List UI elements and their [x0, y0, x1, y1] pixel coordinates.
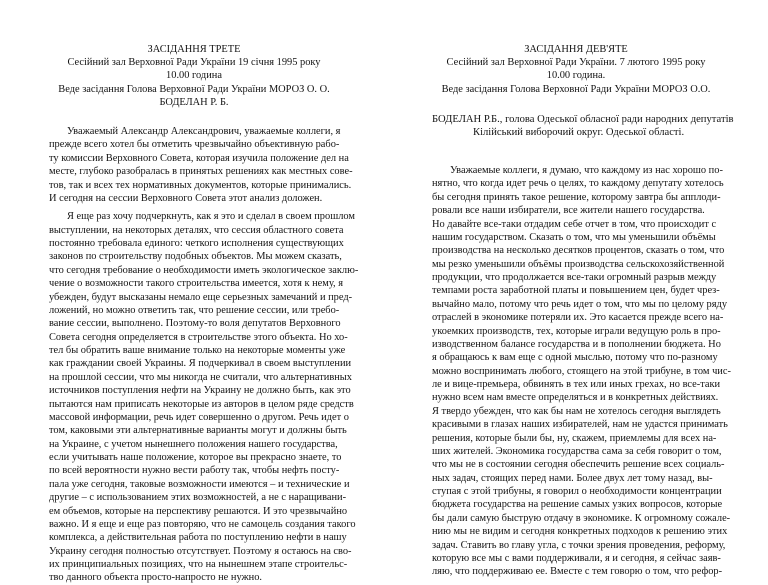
text-line: чение о возможности такого строительства имеется, хотя к нему, я	[49, 278, 343, 290]
text-line: если учитывать наше положение, которое вы прекрасно знаете, то	[49, 452, 342, 463]
text-line: по всей вероятности нужно вести работу так, чтобы нефть посту-	[49, 465, 340, 477]
text-line: нию мы не видим и сегодня конкретных подходов к решению этих	[432, 526, 728, 538]
speaker-line: БОДЕЛАН Р.Б., голова Одеської обласної ради народних депутатів	[432, 114, 734, 125]
text-line: Украину сегодня полностью отсутствует. Поэтому я остаюсь на сво-	[49, 545, 352, 557]
text-line: другие – с использованием этих возможностей, а не с наращивани-	[49, 492, 347, 504]
text-line: важно. И я еще и еще раз повторяю, что не самоцель создания такого	[49, 518, 356, 530]
session-time: 10.00 година.	[546, 70, 606, 82]
text-line: законов по строительству подобных объектов. Мы можем сказать,	[49, 251, 342, 263]
text-line: пала уже сегодня, таковые возможности имеются – и технические и	[49, 478, 350, 490]
text-line: нашим государством. Сказать о том, что мы уменьшили объёмы	[432, 231, 716, 243]
left-page-header	[4, 43, 384, 109]
session-chair: Веде засідання Голова Верховної Ради України МОРОЗ О.О.	[441, 83, 711, 95]
paragraph	[49, 125, 358, 205]
paragraph	[49, 210, 358, 585]
text-line: задач. Ставить во главу угла, с точки зрения проведения, реформу,	[432, 539, 726, 551]
text-line: Совета сегодня определяется в строительстве этого объекта. Но хо-	[49, 331, 348, 343]
session-title: ЗАСІДАННЯ ДЕВ'ЯТЕ	[524, 44, 628, 55]
text-line: отраслей в экономике потеряли их. Это касается прежде всего на-	[432, 312, 724, 324]
text-line: темпами роста заработной платы и повышением цен, будет чрез-	[432, 285, 720, 297]
text-line: том, каковыми эти альтернативные варианты могут и должны быть	[49, 425, 347, 437]
text-line: выступлении, на некоторых деталях, что сессия областного совета	[49, 224, 344, 236]
text-line: комплекса, а действительная работа по поступлению нефти в нашу	[49, 532, 347, 544]
text-line: ем объемов, которые на перспективу решаются. И это чрезвычайно	[49, 505, 348, 517]
text-line: мы резко уменьшили объёмы производства сельскохозяйственной	[432, 258, 725, 270]
text-line: ступая с этой трибуны, я говорил о необходимости концентрации	[432, 486, 722, 497]
paragraph	[432, 164, 731, 579]
right-page	[384, 0, 768, 578]
left-page-body	[49, 125, 358, 585]
text-line: которую все мы с вами поддерживали, я и сегодня, я сейчас заяв-	[432, 552, 721, 564]
text-line: ложений, но можно ответить так, что решение сессии, или требо-	[49, 304, 340, 316]
text-line: ляю, что поддерживаю ее. Вместе с тем говорю о том, что рефор-	[432, 566, 723, 578]
text-line: Уважаемый Александр Александрович, уважаемые коллеги, я	[67, 126, 341, 137]
text-line: нужно всем нам вместе определяться и в конкретных действиях.	[432, 392, 719, 404]
text-line: ших жителей. Экономика государства сама за себя говорит о том,	[432, 445, 722, 457]
speaker-line: Кілійський виборочий округ. Одеської області.	[473, 127, 685, 139]
right-page-header	[384, 43, 768, 96]
text-line: на Украине, с учетом нынешнего положения нашего государства,	[49, 438, 338, 450]
text-line: прежде всего хотел бы отметить чрезвычайно объективную рабо-	[49, 139, 340, 151]
text-line: Но давайте все-таки отдадим себе отчет в том, что происходит с	[432, 218, 717, 230]
text-line: тво данного объекта просто-напросто не нужно.	[49, 572, 263, 584]
text-line: бы дали самую быструю отдачу в экономике. К огромному сожале-	[432, 512, 731, 524]
text-line: бы сегодня принять такое решение, которому завтра бы апплоди-	[432, 191, 721, 203]
text-line: ту комиссии Верховного Совета, которая изучила положение дел на	[49, 152, 349, 164]
text-line: ных задач, стоящих перед нами. Более двух лет тому назад, вы-	[432, 472, 713, 484]
text-line: вычайно мало, потому что речь идет о том, что мы по целому ряду	[432, 298, 728, 310]
text-line: красивыми в глазах наших избирателей, нам не удастся принимать	[432, 419, 728, 431]
text-line: как граждании своей Украины. Я подчеркивал в своем выступлении	[49, 358, 352, 370]
text-line: убежден, будут высказаны немало еще серьезных замечаний и пред-	[49, 291, 353, 303]
text-line: продукции, что продолжается все-таки огромный разрыв между	[432, 272, 717, 283]
text-line: можно воспринимать любого, стоящего на этой трибуне, в том чис-	[432, 365, 731, 377]
text-line: массовой информации, речь идет совершенно о другом. Речь идет о	[49, 411, 349, 423]
right-page-body	[432, 164, 731, 579]
text-line: производства на несколько десятков процентов, сказать о том, что	[432, 245, 725, 257]
session-chair: Веде засідання Голова Верховної Ради України МОРОЗ О. О.	[58, 83, 330, 95]
speaker-intro	[432, 113, 734, 140]
session-time: 10.00 година	[166, 70, 222, 82]
text-line: укоемких производств, тех, которые играли ведущую роль в про-	[432, 325, 721, 337]
text-line: вание сессии, выполнено. Поэтому-то воля депутатов Верховного	[49, 318, 341, 330]
text-line: Я еще раз хочу подчеркнуть, как я это и сделал в своем прошлом	[67, 211, 355, 223]
text-line: постоянно требовала единого: четкого исполнения существующих	[49, 238, 344, 249]
text-line: что сегодня требование о необходимости иметь экологическое заклю-	[49, 264, 359, 276]
text-line: я обращаюсь к вам еще с одной мыслью, потому что по-разному	[432, 352, 718, 364]
left-page	[0, 0, 384, 584]
text-line: Я твердо убежден, что как бы нам не хотелось сегодня выглядеть	[432, 405, 721, 417]
text-line: что мы не в состоянии сегодня обеспечить решение всех социаль-	[432, 459, 725, 471]
text-line: тов, так и всех тех нормативных документов, которые принимались.	[49, 179, 352, 191]
text-line: их принципиальных позициях, что на нынешнем этапе строительс-	[49, 559, 348, 570]
text-line: бюджета государства на решение самых узких вопросов, которые	[432, 499, 723, 511]
speaker-name: БОДЕЛАН Р. Б.	[159, 96, 229, 108]
text-line: Уважаемые коллеги, я думаю, что каждому из нас хорошо по-	[450, 165, 723, 176]
text-line: решения, которые были бы, ну, скажем, приемлемы для всех на-	[432, 432, 717, 444]
text-line: источников поступления нефти на Украину не должно быть, как это	[49, 385, 351, 397]
text-line: тел бы обратить ваше внимание только на некоторые моменты уже	[49, 345, 346, 356]
text-line: пытаются нам приписать некоторые из авторов в целом ряде средств	[49, 398, 354, 410]
text-line: на прошлой сессии, что мы никогда не считали, что альтернативных	[49, 371, 352, 383]
session-title: ЗАСІДАННЯ ТРЕТЕ	[147, 44, 241, 55]
text-line: нятно, что когда идет речь о целях, то каждому депутату хотелось	[432, 178, 724, 190]
session-venue-date: Сесійний зал Верховної Ради України 19 січня 1995 року	[67, 57, 321, 69]
text-line: ровали все наши избиратели, все жители нашего государства.	[432, 205, 705, 217]
text-line: И сегодня на сессии Верховного Совета этот анализ доложен.	[49, 192, 323, 204]
session-venue-date: Сесійний зал Верховної Ради України. 7 лютого 1995 року	[446, 57, 706, 69]
text-line: изводственном балансе государства и в пополнении бюджета. Но	[432, 338, 721, 350]
text-line: месте, глубоко разобралась в принятых решениях как местных сове-	[49, 166, 353, 178]
text-line: ле и вице-премьера, обвинять в тех или иных грехах, но все-таки	[432, 379, 721, 390]
